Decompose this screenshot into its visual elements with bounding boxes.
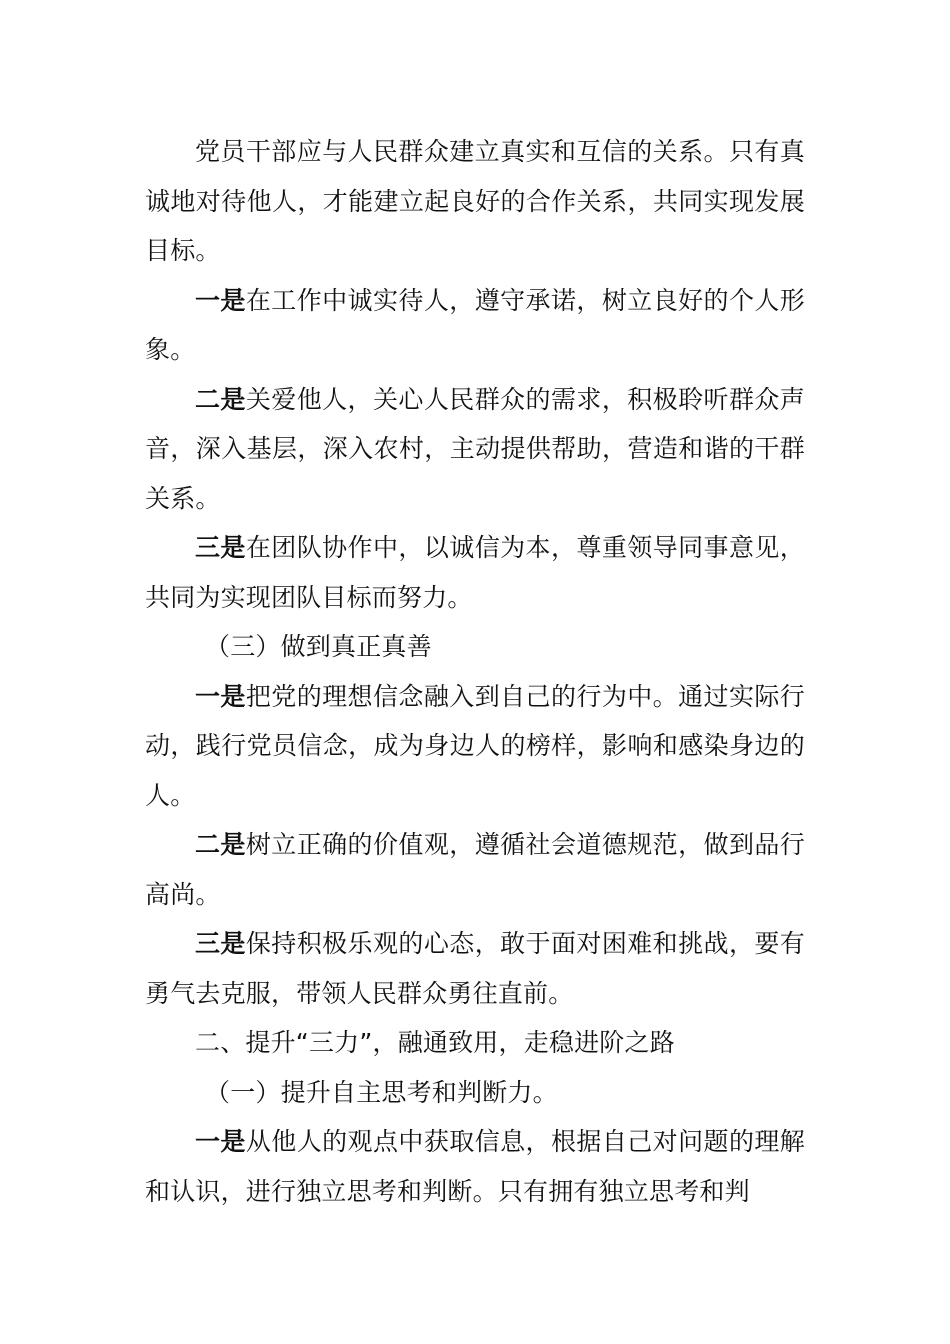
- document-page: [145, 127, 805, 1216]
- paragraph-lead: 一是: [195, 1127, 246, 1156]
- section-heading-text: （一）提升自主思考和判断力。: [205, 1077, 558, 1107]
- chapter-heading-text: 二、提升“三力”，融通致用，走稳进阶之路: [195, 1028, 675, 1057]
- paragraph-lead: 三是: [195, 533, 246, 562]
- paragraph-text: 保持积极乐观的心态，敢于面对困难和挑战，要有勇气去克服，带领人民群众勇往直前。: [145, 929, 805, 1008]
- paragraph-lead: 二是: [195, 830, 246, 859]
- paragraph-point: [145, 375, 805, 524]
- paragraph-point: [145, 672, 805, 821]
- chapter-heading: [145, 1018, 805, 1068]
- paragraph-text: 树立正确的价值观，遵循社会道德规范，做到品行高尚。: [145, 830, 805, 909]
- paragraph-text: 在工作中诚实待人，遵守承诺，树立良好的个人形象。: [145, 285, 805, 364]
- paragraph-lead: 三是: [195, 929, 246, 958]
- paragraph-lead: 一是: [195, 681, 246, 711]
- paragraph-intro: [145, 127, 805, 276]
- paragraph-point: [145, 1117, 805, 1216]
- paragraph-text: 在团队协作中，以诚信为本，尊重领导同事意见，共同为实现团队目标而努力。: [145, 533, 805, 612]
- section-heading-text: （三）做到真正真善: [205, 632, 432, 661]
- section-heading: [145, 622, 805, 672]
- paragraph-text: 关爱他人，关心人民群众的需求，积极聆听群众声音，深入基层，深入农村，主动提供帮助，营造和谐的干群关系。: [145, 384, 805, 513]
- paragraph-lead: 一是: [195, 285, 246, 315]
- paragraph-point: [145, 820, 805, 919]
- paragraph-text: 党员干部应与人民群众建立真实和互信的关系。只有真诚地对待他人，才能建立起良好的合作关系，共同实现发展目标。: [145, 137, 805, 265]
- section-heading: [145, 1068, 805, 1118]
- paragraph-lead: 二是: [195, 384, 246, 414]
- paragraph-point: [145, 276, 805, 375]
- paragraph-text: 从他人的观点中获取信息，根据自己对问题的理解和认识，进行独立思考和判断。只有拥有独立思考和判: [145, 1127, 805, 1206]
- paragraph-point: [145, 523, 805, 622]
- paragraph-text: 把党的理想信念融入到自己的行为中。通过实际行动，践行党员信念，成为身边人的榜样，影响和感染身边的人。: [145, 681, 805, 810]
- paragraph-point: [145, 919, 805, 1018]
